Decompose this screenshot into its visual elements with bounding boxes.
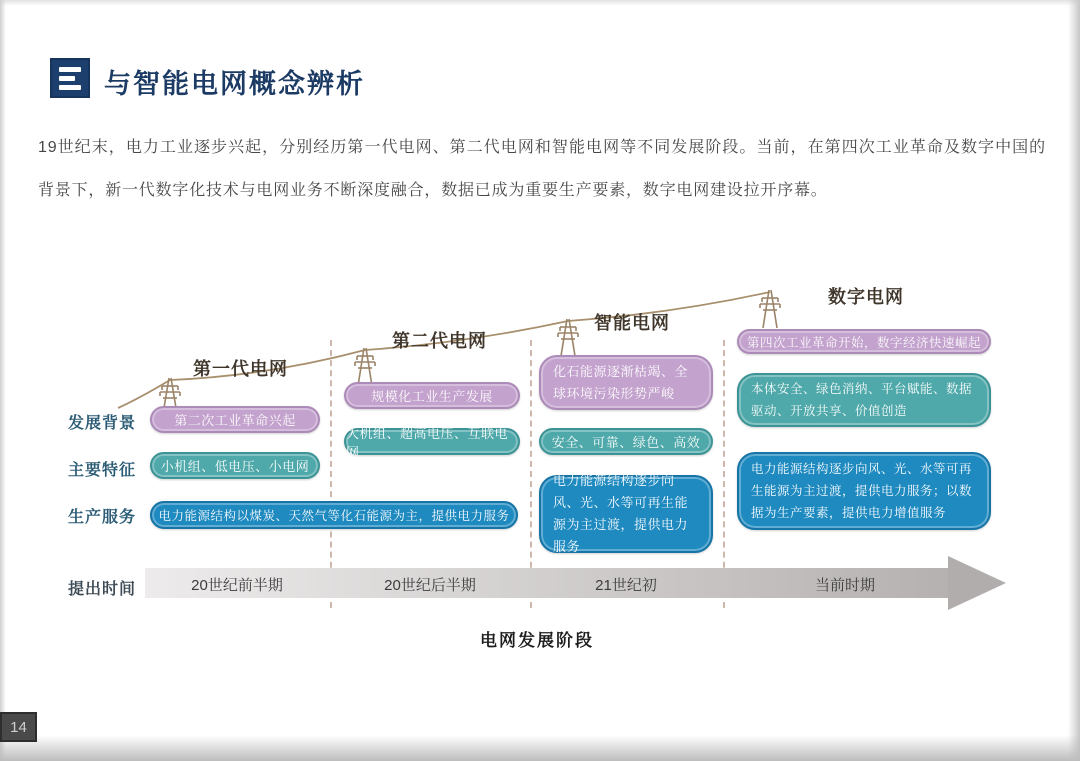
era-label-1: 20世纪前半期 bbox=[191, 577, 283, 594]
era-label-4: 当前时期 bbox=[814, 577, 876, 594]
icon-bar bbox=[59, 85, 81, 90]
gen4-features-pill: 本体安全、绿色消纳、平台赋能、数据驱动、开放共享、价值创造 bbox=[737, 373, 991, 427]
transmission-tower-icon bbox=[558, 319, 578, 356]
intro-paragraph: 19世纪末，电力工业逐步兴起，分别经历第一代电网、第二代电网和智能电网等不同发展阶段。当前，在第四次工业革命及数字中国的背景下，新一代数字化技术与电网业务不断深度融合，数据已成为重要生产要素，数字电网建设拉开序幕。 bbox=[38, 139, 1046, 199]
transmission-tower-icon bbox=[355, 348, 375, 386]
diagram-caption: 电网发展阶段 bbox=[480, 631, 594, 650]
gen3-services-pill: 电力能源结构逐步向风、光、水等可再生能源为主过渡，提供电力服务 bbox=[539, 475, 713, 553]
icon-bar bbox=[59, 76, 75, 81]
page-edge-left bbox=[0, 0, 6, 761]
era-label-2: 20世纪后半期 bbox=[384, 577, 476, 594]
gen3-features-pill: 安全、可靠、绿色、高效 bbox=[539, 428, 713, 455]
gen1-features-pill: 小机组、低电压、小电网 bbox=[150, 452, 320, 479]
gen2-background-pill: 规模化工业生产发展 bbox=[344, 382, 520, 409]
page-number-badge: 14 bbox=[0, 712, 37, 742]
page-edge-right bbox=[1068, 0, 1080, 761]
section-three-icon bbox=[50, 58, 90, 98]
page-title: 与智能电网概念辨析 bbox=[104, 69, 365, 99]
gen4-background-pill: 第四次工业革命开始，数字经济快速崛起 bbox=[737, 329, 991, 354]
gen2-features-pill: 大机组、超高电压、互联电网 bbox=[344, 428, 520, 455]
generation-3-title: 智能电网 bbox=[594, 313, 670, 333]
timeline-arrowhead-icon bbox=[948, 556, 1006, 610]
generation-1-title: 第一代电网 bbox=[193, 359, 288, 379]
gen4-services-pill: 电力能源结构逐步向风、光、水等可再生能源为主过渡，提供电力服务；以数据为生产要素，提供电力增值服务 bbox=[737, 452, 991, 530]
gen3-background-pill: 化石能源逐渐枯竭、全球环境污染形势严峻 bbox=[539, 355, 713, 410]
page-edge-bottom bbox=[0, 735, 1080, 761]
gen1-background-pill: 第二次工业革命兴起 bbox=[150, 406, 320, 433]
page-edge-top bbox=[0, 0, 1080, 6]
generation-4-title: 数字电网 bbox=[828, 287, 904, 307]
era-label-3: 21世纪初 bbox=[595, 577, 657, 594]
row-label-era: 提出时间 bbox=[68, 581, 137, 598]
row-label-services: 生产服务 bbox=[68, 509, 137, 526]
gen1-gen2-services-pill: 电力能源结构以煤炭、天然气等化石能源为主，提供电力服务 bbox=[150, 501, 518, 529]
row-label-features: 主要特征 bbox=[68, 462, 137, 479]
icon-bar bbox=[59, 67, 81, 72]
transmission-tower-icon bbox=[760, 290, 780, 328]
row-label-background: 发展背景 bbox=[68, 415, 137, 432]
generation-2-title: 第二代电网 bbox=[392, 331, 487, 351]
